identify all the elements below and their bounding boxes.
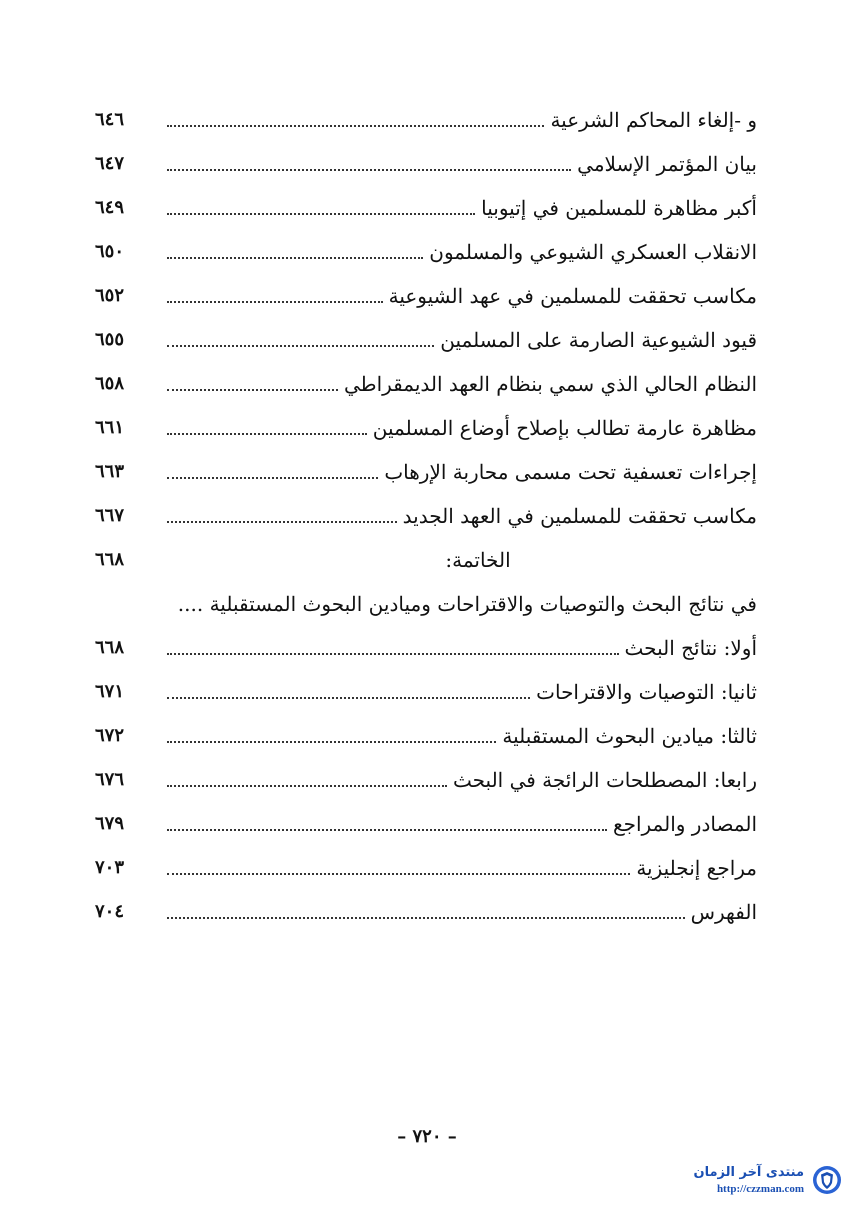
shield-logo-icon [812, 1165, 842, 1195]
dot-leader [167, 274, 383, 318]
toc-entry-page: ٧٠٤ [95, 901, 125, 922]
toc-entry [95, 802, 757, 846]
toc-entry-title: الفهرس [690, 900, 757, 924]
toc-entry-page: ٦٤٦ [95, 109, 125, 130]
dot-leader [167, 362, 338, 406]
toc-entry [95, 758, 757, 802]
toc-entry [95, 362, 757, 406]
toc-entry-page: ٦٦٧ [95, 505, 125, 526]
toc-entry-title: المصادر والمراجع [612, 812, 757, 836]
dot-leader [167, 714, 496, 758]
toc-entry-page: ٦٦١ [95, 417, 125, 438]
toc-entry-title: ثانيا: التوصيات والاقتراحات [536, 680, 757, 704]
toc-entry [95, 230, 757, 274]
toc-entry-title: مكاسب تحققت للمسلمين في العهد الجديد [402, 504, 757, 528]
toc-entry [95, 406, 757, 450]
toc-entry-page: ٦٥٥ [95, 329, 125, 350]
toc-entry-title: رابعا: المصطلحات الرائجة في البحث [452, 768, 757, 792]
toc-subheading-title: في نتائج البحث والتوصيات والاقتراحات وميادين البحوث المستقبلية .... [177, 592, 757, 616]
dot-leader [167, 758, 447, 802]
table-of-contents [95, 98, 757, 934]
toc-entry [95, 890, 757, 934]
dot-leader [167, 494, 397, 538]
toc-entry-title: مظاهرة عارمة تطالب بإصلاح أوضاع المسلمين [372, 416, 757, 440]
toc-entry-page: ٦٥٢ [95, 285, 125, 306]
dot-leader [167, 890, 685, 934]
forum-url[interactable]: http://czzman.com [716, 1183, 804, 1195]
toc-entry [95, 318, 757, 362]
dot-leader [167, 450, 378, 494]
dot-leader [167, 406, 367, 450]
dot-leader [167, 230, 423, 274]
toc-entry [95, 670, 757, 714]
dot-leader [167, 142, 571, 186]
toc-entry-title: قيود الشيوعية الصارمة على المسلمين [440, 328, 757, 352]
dot-leader [167, 626, 619, 670]
toc-entry-page: ٦٤٩ [95, 197, 125, 218]
toc-entry-title: و -إلغاء المحاكم الشرعية [550, 108, 757, 132]
forum-name: منتدى آخر الزمان [693, 1165, 804, 1180]
toc-entry-page: ٦٥٨ [95, 373, 125, 394]
toc-entry [95, 494, 757, 538]
dot-leader [167, 846, 630, 890]
toc-entry-page: ٦٧٦ [95, 769, 125, 790]
toc-entry-title: الانقلاب العسكري الشيوعي والمسلمون [429, 240, 757, 264]
toc-entry-title: أولا: نتائج البحث [624, 636, 757, 660]
toc-entry [95, 846, 757, 890]
toc-entry-page: ٦٦٣ [95, 461, 125, 482]
dot-leader [167, 318, 434, 362]
toc-entry [95, 142, 757, 186]
toc-entry-page: ٦٧٩ [95, 813, 125, 834]
toc-subheading [95, 582, 757, 626]
toc-heading-title: الخاتمة: [445, 548, 511, 572]
dot-leader [167, 186, 475, 230]
toc-entry [95, 626, 757, 670]
toc-entry-title: ثالثا: ميادين البحوث المستقبلية [502, 724, 757, 748]
toc-entry [95, 450, 757, 494]
toc-entry-page: ٦٦٨ [95, 549, 125, 570]
toc-entry-title: بيان المؤتمر الإسلامي [577, 152, 757, 176]
toc-heading-conclusion [95, 538, 757, 582]
dot-leader [167, 802, 607, 846]
forum-watermark[interactable] [668, 1163, 848, 1201]
toc-entry-title: إجراءات تعسفية تحت مسمى محاربة الإرهاب [384, 460, 757, 484]
toc-entry-page: ٧٠٣ [95, 857, 125, 878]
toc-entry [95, 98, 757, 142]
toc-entry-page: ٦٤٧ [95, 153, 125, 174]
toc-entry-page: ٦٦٨ [95, 637, 125, 658]
toc-entry-title: مراجع إنجليزية [636, 856, 757, 880]
toc-entry-title: مكاسب تحققت للمسلمين في عهد الشيوعية [388, 284, 757, 308]
toc-entry [95, 714, 757, 758]
toc-entry-page: ٦٧٢ [95, 725, 125, 746]
toc-entry-page: ٦٥٠ [95, 241, 125, 262]
page-number: – ٧٢٠ – [397, 1126, 457, 1147]
toc-entry-page: ٦٧١ [95, 681, 125, 702]
toc-entry [95, 274, 757, 318]
toc-entry [95, 186, 757, 230]
dot-leader [167, 98, 544, 142]
toc-entry-title: النظام الحالي الذي سمي بنظام العهد الديمقراطي [344, 372, 757, 396]
toc-entry-title: أكبر مظاهرة للمسلمين في إتيوبيا [481, 196, 757, 220]
dot-leader [167, 670, 530, 714]
